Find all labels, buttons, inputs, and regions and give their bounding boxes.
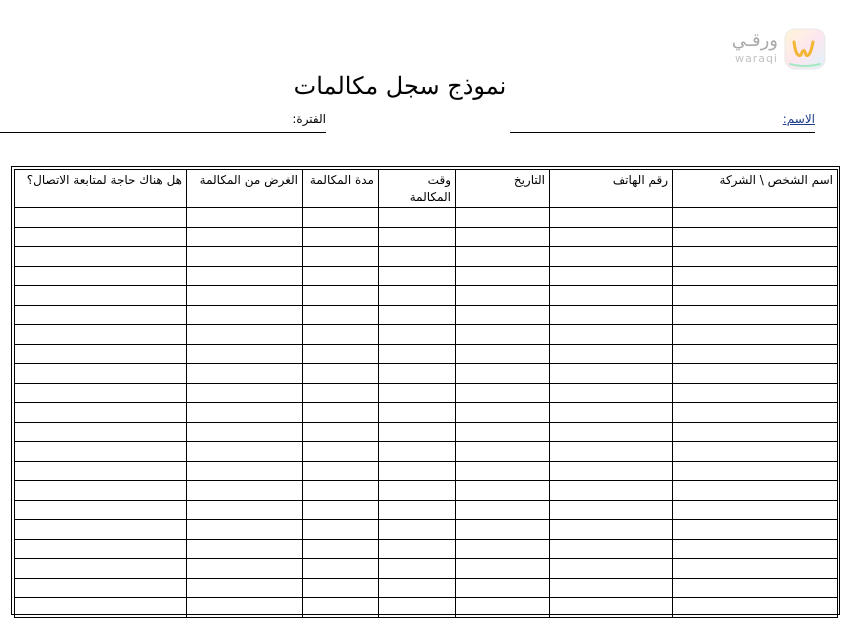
table-cell[interactable] bbox=[456, 520, 550, 540]
table-cell[interactable] bbox=[15, 247, 187, 267]
table-cell[interactable] bbox=[15, 520, 187, 540]
waraqi-logo-icon bbox=[784, 28, 826, 70]
table-cell[interactable] bbox=[456, 305, 550, 325]
table-cell[interactable] bbox=[673, 442, 838, 462]
table-cell[interactable] bbox=[15, 364, 187, 384]
table-cell[interactable] bbox=[379, 208, 456, 228]
table-cell[interactable] bbox=[673, 403, 838, 423]
table-cell[interactable] bbox=[303, 305, 379, 325]
table-row bbox=[15, 305, 838, 325]
table-cell[interactable] bbox=[550, 344, 673, 364]
table-cell[interactable] bbox=[550, 403, 673, 423]
table-cell[interactable] bbox=[187, 364, 303, 384]
table-cell[interactable] bbox=[303, 247, 379, 267]
table-row bbox=[15, 266, 838, 286]
table-cell[interactable] bbox=[379, 344, 456, 364]
table-cell[interactable] bbox=[550, 383, 673, 403]
table-row bbox=[15, 383, 838, 403]
table-body bbox=[15, 208, 838, 618]
table-cell[interactable] bbox=[673, 227, 838, 247]
table-cell[interactable] bbox=[15, 500, 187, 520]
table-cell[interactable] bbox=[187, 227, 303, 247]
table-cell[interactable] bbox=[379, 539, 456, 559]
table-cell[interactable] bbox=[550, 364, 673, 384]
table-cell[interactable] bbox=[673, 325, 838, 345]
table-cell[interactable] bbox=[15, 305, 187, 325]
table-cell[interactable] bbox=[456, 266, 550, 286]
table-row bbox=[15, 403, 838, 423]
table-cell[interactable] bbox=[456, 208, 550, 228]
table-cell[interactable] bbox=[673, 461, 838, 481]
table-cell[interactable] bbox=[673, 578, 838, 598]
table-cell[interactable] bbox=[303, 266, 379, 286]
table-cell[interactable] bbox=[15, 422, 187, 442]
table-cell[interactable] bbox=[673, 520, 838, 540]
table-cell[interactable] bbox=[456, 325, 550, 345]
table-cell[interactable] bbox=[303, 559, 379, 579]
table-cell[interactable] bbox=[456, 247, 550, 267]
table-cell[interactable] bbox=[303, 208, 379, 228]
table-cell[interactable] bbox=[550, 325, 673, 345]
table-cell[interactable] bbox=[673, 422, 838, 442]
table-cell[interactable] bbox=[15, 403, 187, 423]
table-cell[interactable] bbox=[379, 266, 456, 286]
table-cell[interactable] bbox=[456, 461, 550, 481]
table-cell[interactable] bbox=[550, 578, 673, 598]
table-row bbox=[15, 442, 838, 462]
table-cell[interactable] bbox=[187, 520, 303, 540]
table-cell[interactable] bbox=[379, 598, 456, 618]
table-cell[interactable] bbox=[303, 442, 379, 462]
table-cell[interactable] bbox=[303, 598, 379, 618]
table-cell[interactable] bbox=[15, 539, 187, 559]
table-cell[interactable] bbox=[303, 500, 379, 520]
table-cell[interactable] bbox=[15, 442, 187, 462]
table-cell[interactable] bbox=[379, 325, 456, 345]
table-cell[interactable] bbox=[550, 227, 673, 247]
table-cell[interactable] bbox=[187, 500, 303, 520]
table-row bbox=[15, 461, 838, 481]
table-cell[interactable] bbox=[456, 383, 550, 403]
table-cell[interactable] bbox=[303, 461, 379, 481]
table-cell[interactable] bbox=[303, 520, 379, 540]
table-cell[interactable] bbox=[550, 500, 673, 520]
table-cell[interactable] bbox=[550, 208, 673, 228]
table-cell[interactable] bbox=[15, 559, 187, 579]
table-cell[interactable] bbox=[303, 578, 379, 598]
table-cell[interactable] bbox=[673, 539, 838, 559]
table-cell[interactable] bbox=[550, 286, 673, 306]
logo-arabic-text: ورقـي bbox=[731, 30, 778, 51]
table-cell[interactable] bbox=[456, 481, 550, 501]
table-row bbox=[15, 286, 838, 306]
table-cell[interactable] bbox=[379, 442, 456, 462]
header-person-company: اسم الشخص \ الشركة bbox=[673, 170, 838, 208]
table-cell[interactable] bbox=[303, 481, 379, 501]
table-cell[interactable] bbox=[15, 461, 187, 481]
table-cell[interactable] bbox=[550, 247, 673, 267]
header-call-duration: مدة المكالمة bbox=[303, 170, 379, 208]
table-cell[interactable] bbox=[15, 325, 187, 345]
table-cell[interactable] bbox=[303, 422, 379, 442]
table-cell[interactable] bbox=[15, 598, 187, 618]
name-field[interactable] bbox=[510, 112, 815, 133]
table-row bbox=[15, 578, 838, 598]
table-cell[interactable] bbox=[379, 422, 456, 442]
table-row bbox=[15, 227, 838, 247]
table-cell[interactable] bbox=[303, 344, 379, 364]
table-row bbox=[15, 539, 838, 559]
table-cell[interactable] bbox=[187, 559, 303, 579]
header-phone-number: رقم الهاتف bbox=[550, 170, 673, 208]
table-cell[interactable] bbox=[456, 578, 550, 598]
table-cell[interactable] bbox=[673, 500, 838, 520]
table-header-row bbox=[15, 170, 838, 208]
table-cell[interactable] bbox=[673, 383, 838, 403]
table-cell[interactable] bbox=[550, 481, 673, 501]
table-cell[interactable] bbox=[673, 266, 838, 286]
table-cell[interactable] bbox=[550, 422, 673, 442]
table-cell[interactable] bbox=[303, 383, 379, 403]
table-cell[interactable] bbox=[187, 578, 303, 598]
table-cell[interactable] bbox=[187, 208, 303, 228]
table-row bbox=[15, 520, 838, 540]
table-cell[interactable] bbox=[379, 227, 456, 247]
table-cell[interactable] bbox=[187, 266, 303, 286]
table-cell[interactable] bbox=[187, 461, 303, 481]
table-cell[interactable] bbox=[673, 344, 838, 364]
table-cell[interactable] bbox=[456, 539, 550, 559]
table-cell[interactable] bbox=[187, 344, 303, 364]
header-date: التاريخ bbox=[456, 170, 550, 208]
table-cell[interactable] bbox=[456, 227, 550, 247]
call-log-table bbox=[14, 169, 838, 618]
table-cell[interactable] bbox=[379, 520, 456, 540]
document-title: نموذج سجل مكالمات bbox=[293, 72, 507, 100]
table-cell[interactable] bbox=[550, 520, 673, 540]
table-cell[interactable] bbox=[187, 422, 303, 442]
table-cell[interactable] bbox=[456, 364, 550, 384]
table-cell[interactable] bbox=[187, 325, 303, 345]
table-cell[interactable] bbox=[379, 305, 456, 325]
table-row bbox=[15, 422, 838, 442]
table-cell[interactable] bbox=[550, 266, 673, 286]
table-cell[interactable] bbox=[550, 598, 673, 618]
period-label: الفترة: bbox=[292, 112, 326, 126]
period-field[interactable] bbox=[0, 112, 326, 133]
table-row bbox=[15, 500, 838, 520]
table-cell[interactable] bbox=[379, 481, 456, 501]
table-cell[interactable] bbox=[187, 247, 303, 267]
table-cell[interactable] bbox=[303, 227, 379, 247]
table-cell[interactable] bbox=[456, 559, 550, 579]
table-cell[interactable] bbox=[15, 208, 187, 228]
table-cell[interactable] bbox=[456, 286, 550, 306]
table-cell[interactable] bbox=[15, 266, 187, 286]
table-cell[interactable] bbox=[456, 403, 550, 423]
logo-latin-text: waraqi bbox=[734, 52, 778, 65]
table-row bbox=[15, 247, 838, 267]
table-cell[interactable] bbox=[673, 598, 838, 618]
table-cell[interactable] bbox=[15, 578, 187, 598]
table-cell[interactable] bbox=[379, 286, 456, 306]
table-cell[interactable] bbox=[673, 286, 838, 306]
table-cell[interactable] bbox=[673, 559, 838, 579]
table-cell[interactable] bbox=[550, 305, 673, 325]
table-cell[interactable] bbox=[15, 286, 187, 306]
table-cell[interactable] bbox=[15, 344, 187, 364]
table-cell[interactable] bbox=[187, 403, 303, 423]
table-row bbox=[15, 208, 838, 228]
table-cell[interactable] bbox=[15, 481, 187, 501]
table-cell[interactable] bbox=[15, 227, 187, 247]
table-cell[interactable] bbox=[187, 442, 303, 462]
table-cell[interactable] bbox=[379, 578, 456, 598]
table-row bbox=[15, 325, 838, 345]
table-cell[interactable] bbox=[379, 500, 456, 520]
table-cell[interactable] bbox=[673, 247, 838, 267]
table-cell[interactable] bbox=[456, 422, 550, 442]
table-cell[interactable] bbox=[187, 598, 303, 618]
table-cell[interactable] bbox=[456, 442, 550, 462]
table-row bbox=[15, 481, 838, 501]
table-cell[interactable] bbox=[379, 403, 456, 423]
table-cell[interactable] bbox=[673, 208, 838, 228]
table-cell[interactable] bbox=[187, 305, 303, 325]
table-cell[interactable] bbox=[187, 539, 303, 559]
table-cell[interactable] bbox=[379, 461, 456, 481]
table-cell[interactable] bbox=[673, 364, 838, 384]
table-cell[interactable] bbox=[379, 559, 456, 579]
table-cell[interactable] bbox=[303, 364, 379, 384]
table-cell[interactable] bbox=[303, 325, 379, 345]
header-call-purpose: الغرض من المكالمة bbox=[187, 170, 303, 208]
table-row bbox=[15, 364, 838, 384]
table-cell[interactable] bbox=[550, 461, 673, 481]
table-cell[interactable] bbox=[456, 598, 550, 618]
table-row bbox=[15, 344, 838, 364]
table-cell[interactable] bbox=[187, 286, 303, 306]
table-cell[interactable] bbox=[379, 383, 456, 403]
table-cell[interactable] bbox=[673, 481, 838, 501]
header-call-time: وقت المكالمة bbox=[379, 170, 456, 208]
table-row bbox=[15, 559, 838, 579]
logo bbox=[728, 28, 828, 72]
table-cell[interactable] bbox=[303, 286, 379, 306]
header-follow-up-needed: هل هناك حاجة لمتابعة الاتصال؟ bbox=[15, 170, 187, 208]
table-cell[interactable] bbox=[15, 383, 187, 403]
table-cell[interactable] bbox=[187, 383, 303, 403]
table-cell[interactable] bbox=[550, 442, 673, 462]
table-row bbox=[15, 598, 838, 618]
table-cell[interactable] bbox=[187, 481, 303, 501]
table-cell[interactable] bbox=[550, 559, 673, 579]
table-cell[interactable] bbox=[456, 500, 550, 520]
table-cell[interactable] bbox=[379, 247, 456, 267]
table-cell[interactable] bbox=[379, 364, 456, 384]
table-cell[interactable] bbox=[550, 539, 673, 559]
table-cell[interactable] bbox=[303, 539, 379, 559]
name-label: الاسم: bbox=[782, 112, 815, 126]
table-cell[interactable] bbox=[303, 403, 379, 423]
call-log-table-frame bbox=[11, 166, 840, 615]
table-cell[interactable] bbox=[673, 305, 838, 325]
table-cell[interactable] bbox=[456, 344, 550, 364]
